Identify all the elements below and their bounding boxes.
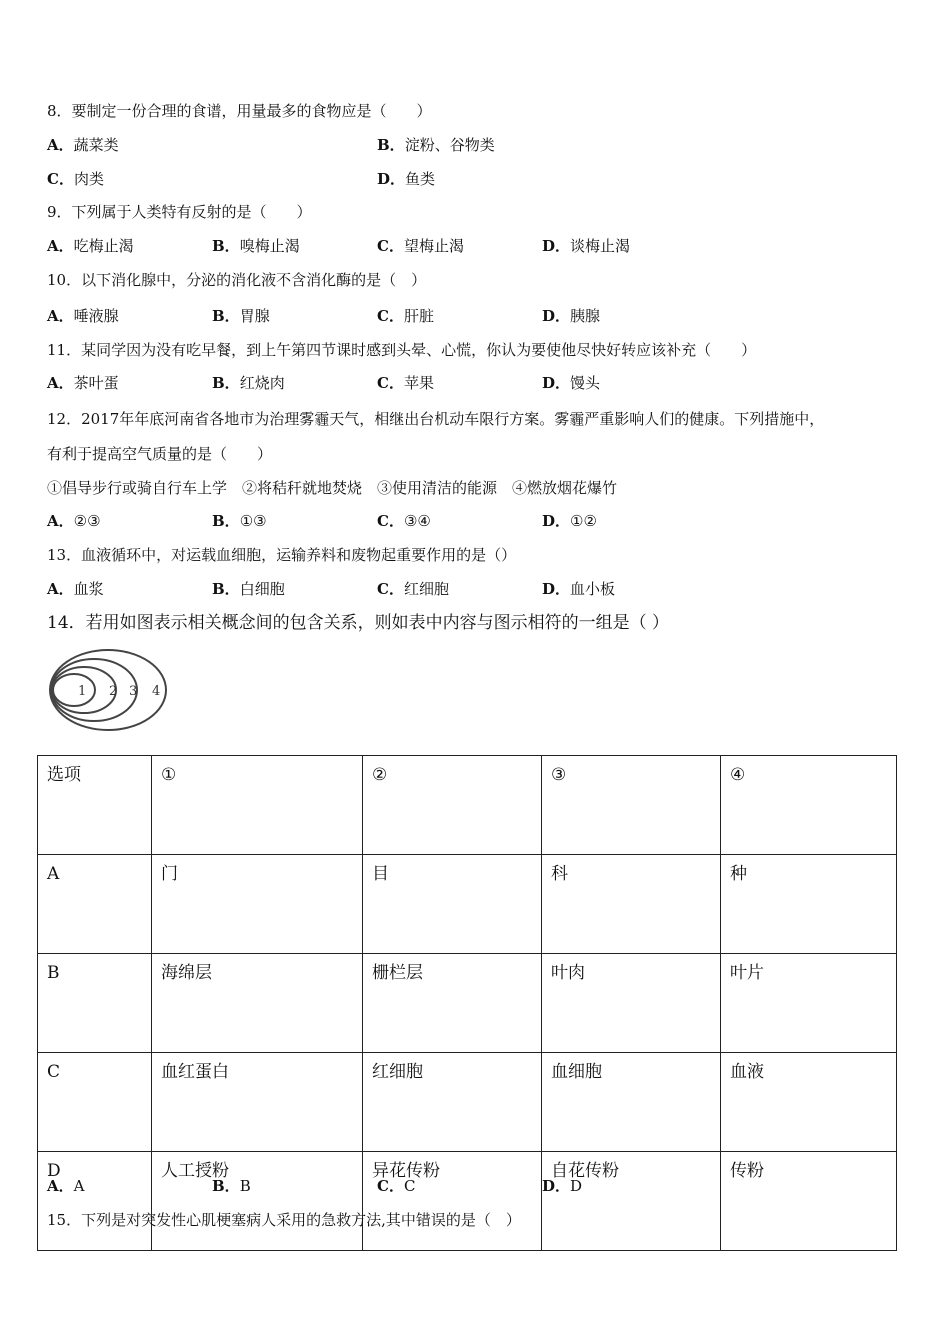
table-cell: 目: [363, 855, 542, 954]
option-letter: A．: [47, 512, 74, 530]
q11-option-a[interactable]: [47, 373, 119, 393]
option-letter: C．: [377, 1177, 404, 1195]
table-header-cell: ②: [363, 756, 542, 855]
q12-option-a[interactable]: [47, 511, 101, 531]
option-letter: C．: [377, 512, 404, 530]
table-cell: D: [38, 1152, 152, 1251]
option-letter: D．: [542, 307, 571, 325]
question-10-stem: 10．以下消化腺中，分泌的消化液不含消化酶的是（ ）: [47, 271, 427, 289]
q13-option-c[interactable]: [377, 579, 449, 599]
option-letter: C．: [377, 374, 404, 392]
q9-option-d[interactable]: [542, 236, 630, 256]
q12-option-d[interactable]: [542, 511, 597, 531]
q10-option-a[interactable]: [47, 306, 119, 326]
option-text: B: [239, 1177, 251, 1195]
q9-option-a[interactable]: [47, 236, 134, 256]
option-text: 血小板: [570, 580, 616, 598]
option-text: 唾液腺: [73, 307, 119, 325]
option-text: ②③: [73, 512, 101, 530]
table-cell: 自花传粉: [542, 1152, 721, 1251]
option-letter: C．: [377, 237, 404, 255]
option-text: A: [73, 1177, 85, 1195]
option-text: 蔬菜类: [73, 136, 119, 154]
q8-option-c[interactable]: [47, 169, 104, 189]
q13-option-b[interactable]: [212, 579, 285, 599]
q11-option-c[interactable]: [377, 373, 434, 393]
q11-option-b[interactable]: [212, 373, 285, 393]
ellipse-1: [53, 674, 95, 706]
table-header-cell: 选项: [38, 756, 152, 855]
option-letter: D．: [542, 237, 571, 255]
option-text: 红烧肉: [239, 374, 285, 392]
table-cell: A: [38, 855, 152, 954]
option-text: 淀粉、谷物类: [404, 136, 495, 154]
q12-option-b[interactable]: [212, 511, 267, 531]
option-letter: D．: [542, 1177, 571, 1195]
table-cell: C: [38, 1053, 152, 1152]
question-12-stem-line2: 有利于提高空气质量的是（ ）: [47, 445, 273, 463]
option-text: 鱼类: [405, 170, 436, 188]
table-cell: 种: [721, 855, 897, 954]
table-cell: 人工授粉: [152, 1152, 363, 1251]
option-text: 苹果: [403, 374, 434, 392]
question-15-stem: 15．下列是对突发性心肌梗塞病人采用的急救方法,其中错误的是（ ）: [47, 1211, 521, 1229]
q14-option-a[interactable]: [47, 1176, 84, 1196]
diagram-label-1: 1: [78, 684, 87, 699]
option-text: 馒头: [570, 374, 601, 392]
question-13-stem: 13．血液循环中，对运载血细胞，运输养料和废物起重要作用的是（）: [47, 546, 517, 564]
option-letter: D．: [377, 170, 406, 188]
q11-option-d[interactable]: [542, 373, 600, 393]
option-letter: A．: [47, 1177, 74, 1195]
table-header-cell: ④: [721, 756, 897, 855]
table-cell: 栅栏层: [363, 954, 542, 1053]
q9-option-b[interactable]: [212, 236, 300, 256]
option-text: C: [403, 1177, 416, 1195]
question-8-stem: 8．要制定一份合理的食谱，用量最多的食物应是（ ）: [47, 102, 432, 120]
option-letter: A．: [47, 374, 74, 392]
option-text: 肉类: [73, 170, 104, 188]
table-cell: 血细胞: [542, 1053, 721, 1152]
q8-option-d[interactable]: [377, 169, 435, 189]
q10-option-c[interactable]: [377, 306, 434, 326]
q10-option-b[interactable]: [212, 306, 270, 326]
question-12-stem: 12．2017年年底河南省各地市为治理雾霾天气，相继出台机动车限行方案。雾霾严重影响人们的健康。下列措施中，: [47, 410, 825, 428]
option-letter: A．: [47, 580, 74, 598]
q9-option-c[interactable]: [377, 236, 464, 256]
table-cell: 血红蛋白: [152, 1053, 363, 1152]
table-row: [38, 1152, 897, 1251]
q14-option-b[interactable]: [212, 1176, 251, 1196]
table-cell: 门: [152, 855, 363, 954]
option-letter: B．: [212, 580, 240, 598]
table-cell: 血液: [721, 1053, 897, 1152]
option-text: ③④: [403, 512, 431, 530]
option-letter: D．: [542, 374, 571, 392]
q8-option-b[interactable]: [377, 135, 495, 155]
option-letter: A．: [47, 237, 74, 255]
option-text: 胃腺: [239, 307, 270, 325]
nested-ellipses-diagram: [48, 644, 172, 736]
table-cell: 异花传粉: [363, 1152, 542, 1251]
option-text: 谈梅止渴: [570, 237, 631, 255]
option-text: 嗅梅止渴: [239, 237, 300, 255]
table-cell: 科: [542, 855, 721, 954]
table-cell: 叶片: [721, 954, 897, 1053]
option-letter: C．: [377, 580, 404, 598]
question-12-statements: ①倡导步行或骑自行车上学 ②将秸秆就地焚烧 ③使用清洁的能源 ④燃放烟花爆竹: [47, 479, 618, 497]
option-text: 肝脏: [403, 307, 434, 325]
diagram-label-2: 2: [109, 684, 118, 699]
q14-option-d[interactable]: [542, 1176, 582, 1196]
q12-option-c[interactable]: [377, 511, 431, 531]
table-row: [38, 1053, 897, 1152]
option-letter: D．: [542, 512, 571, 530]
option-letter: A．: [47, 136, 74, 154]
option-text: D: [570, 1177, 583, 1195]
option-text: 白细胞: [239, 580, 285, 598]
option-letter: B．: [212, 374, 240, 392]
table-header-cell: ③: [542, 756, 721, 855]
q14-options-table: [37, 755, 897, 1251]
diagram-label-3: 3: [129, 684, 138, 699]
diagram-label-4: 4: [152, 684, 161, 699]
option-letter: B．: [212, 237, 240, 255]
option-letter: B．: [377, 136, 405, 154]
question-11-stem: 11．某同学因为没有吃早餐，到上午第四节课时感到头晕、心慌，你认为要使他尽快好转应该补充（ ）: [47, 341, 757, 359]
option-text: 吃梅止渴: [73, 237, 134, 255]
option-letter: A．: [47, 307, 74, 325]
table-row: [38, 855, 897, 954]
table-cell: 海绵层: [152, 954, 363, 1053]
table-cell: 传粉: [721, 1152, 897, 1251]
option-letter: C．: [47, 170, 74, 188]
q13-option-d[interactable]: [542, 579, 615, 599]
q8-option-a[interactable]: [47, 135, 119, 155]
table-header-row: [38, 756, 897, 855]
table-cell: B: [38, 954, 152, 1053]
option-text: ①③: [239, 512, 267, 530]
q10-option-d[interactable]: [542, 306, 600, 326]
table-cell: 叶肉: [542, 954, 721, 1053]
table-cell: 红细胞: [363, 1053, 542, 1152]
option-text: 望梅止渴: [403, 237, 464, 255]
option-letter: B．: [212, 1177, 240, 1195]
option-text: 血浆: [73, 580, 104, 598]
question-14-stem: 14．若用如图表示相关概念间的包含关系，则如表中内容与图示相符的一组是（ ）: [47, 613, 670, 633]
option-letter: C．: [377, 307, 404, 325]
option-text: 红细胞: [403, 580, 449, 598]
question-9-stem: 9．下列属于人类特有反射的是（ ）: [47, 203, 312, 221]
q13-option-a[interactable]: [47, 579, 104, 599]
option-text: 胰腺: [570, 307, 601, 325]
option-letter: B．: [212, 512, 240, 530]
option-text: 茶叶蛋: [73, 374, 119, 392]
option-text: ①②: [570, 512, 597, 530]
option-letter: B．: [212, 307, 240, 325]
table-row: [38, 954, 897, 1053]
option-letter: D．: [542, 580, 571, 598]
ellipse-4: [50, 650, 166, 730]
q14-option-c[interactable]: [377, 1176, 415, 1196]
table-header-cell: ①: [152, 756, 363, 855]
